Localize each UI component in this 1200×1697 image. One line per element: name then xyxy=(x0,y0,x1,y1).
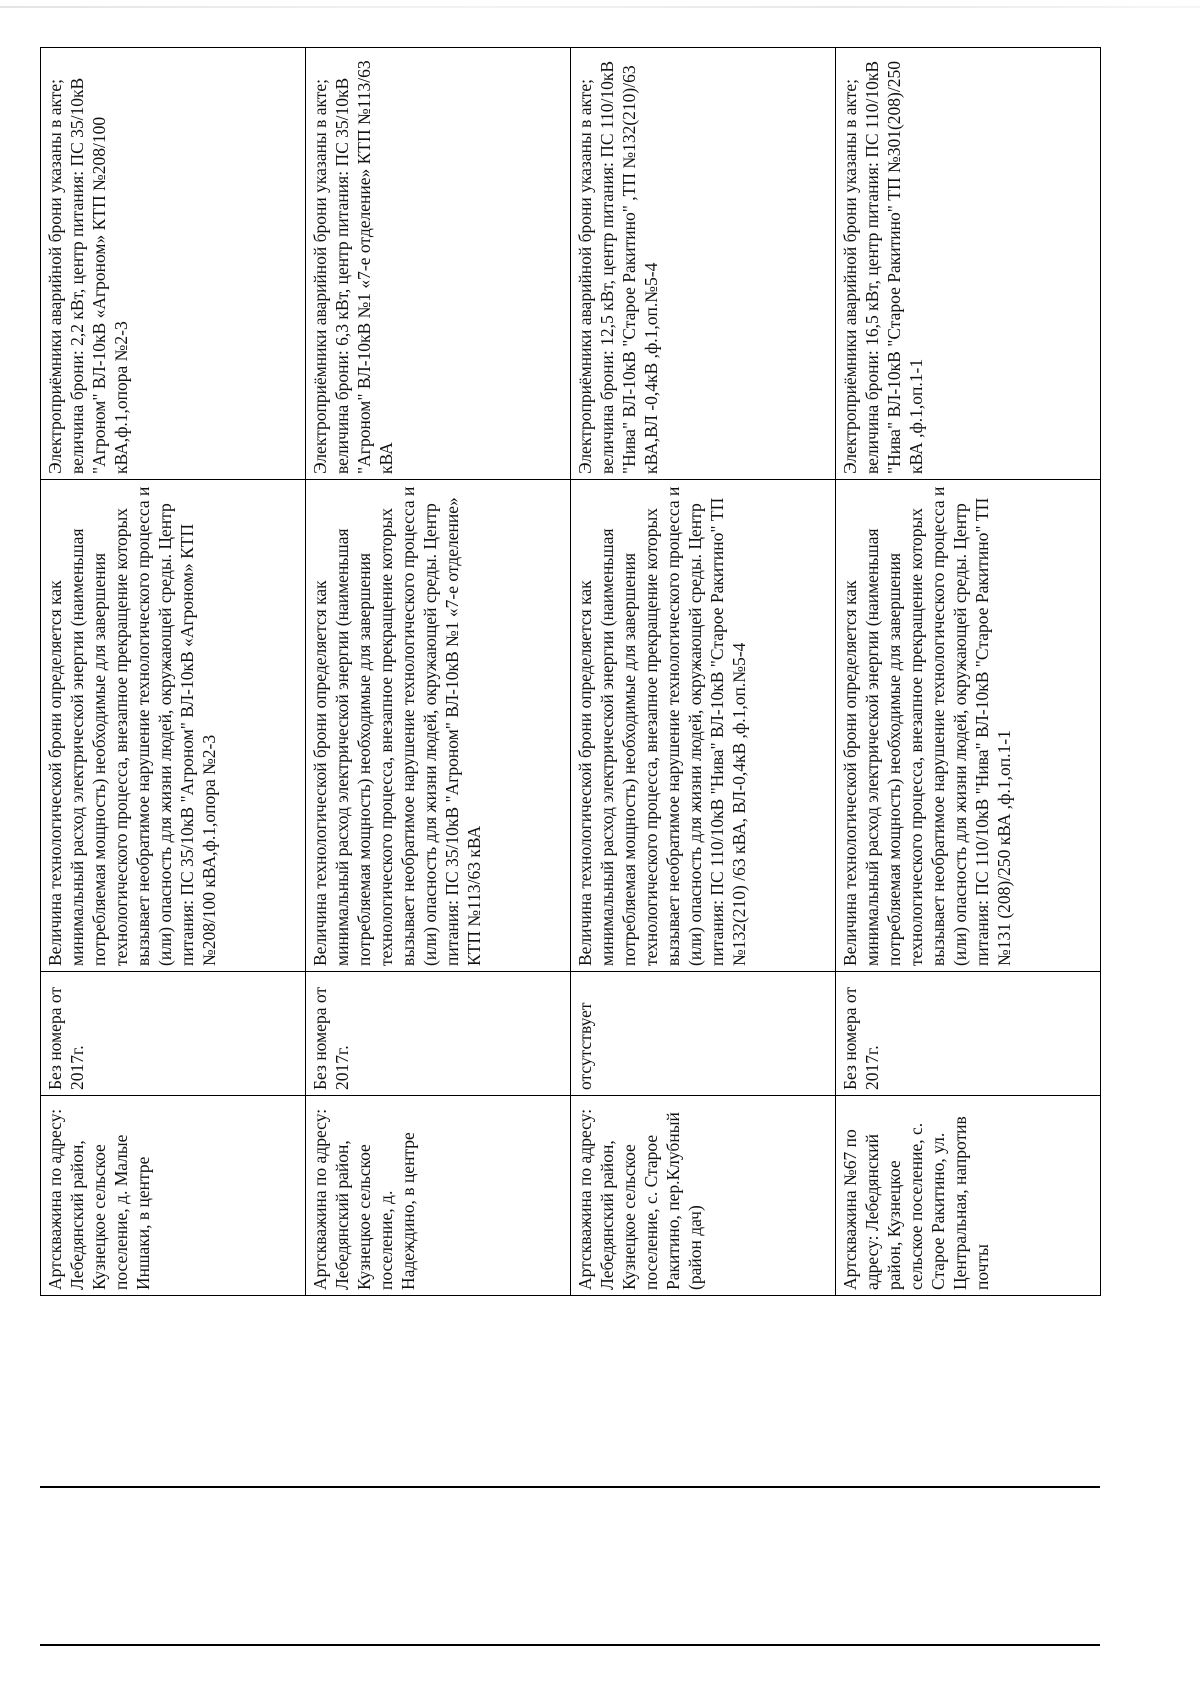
cell-emergency-reserve: Электроприёмники аварийной брони указаны в акте; величина брони: 2,2 кВт, центр питания: ПС 35/10кВ "Агроном" ВЛ-10кВ «Агроном» КТП №208/100 кВА,ф.1,опора №2-3 xyxy=(41,48,306,480)
cell-act: Без номера от 2017г. xyxy=(836,972,1101,1096)
cell-tech-reserve: Величина технологической брони определяется как минимальный расход электрической энергии (наименьшая потребляемая мощность) необходимые для завершения технологического процесса, внезапное прекращение которых вызывает необратимое нарушение технологического процесса и (или) опасность для жизни людей, окружающей среды. Центр питания: ПС 110/10кВ "Нива" ВЛ-10кВ "Старое Ракитино" ТП №132(210) /63 кВА, ВЛ-0,4кВ ,ф.1,оп.№5-4 xyxy=(571,480,836,972)
divider-line xyxy=(40,1486,1100,1488)
cell-emergency-reserve: Электроприёмники аварийной брони указаны в акте; величина брони: 16,5 кВт, центр питания: ПС 110/10кВ "Нива" ВЛ-10кВ "Старое Ракитино" ТП №301(208)/250 кВА ,ф.1,оп.1-1 xyxy=(836,48,1101,480)
cell-object: Артскважина по адресу: Лебедянский район, Кузнецкое сельское поселение, с. Старое Ракитино, пер.Клубный (район дач) xyxy=(571,1096,836,1296)
table-row xyxy=(41,48,306,1296)
reserve-table xyxy=(40,47,1101,1296)
cell-object: Артскважина по адресу: Лебедянский район, Кузнецкое сельское поселение, д. Надеждино, в центре xyxy=(306,1096,571,1296)
cell-tech-reserve: Величина технологической брони определяется как минимальный расход электрической энергии (наименьшая потребляемая мощность) необходимые для завершения технологического процесса, внезапное прекращение которых вызывает необратимое нарушение технологического процесса и (или) опасность для жизни людей, окружающей среды. Центр питания: ПС 35/10кВ "Агроном" ВЛ-10кВ №1 «7-е отделение» КТП №113/63 кВА xyxy=(306,480,571,972)
scan-edge xyxy=(0,6,1200,8)
cell-act: Без номера от 2017г. xyxy=(41,972,306,1096)
table-row xyxy=(306,48,571,1296)
cell-act: отсутствует xyxy=(571,972,836,1096)
cell-tech-reserve: Величина технологической брони определяется как минимальный расход электрической энергии (наименьшая потребляемая мощность) необходимые для завершения технологического процесса, внезапное прекращение которых вызывает необратимое нарушение технологического процесса и (или) опасность для жизни людей, окружающей среды. Центр питания: ПС 35/10кВ "Агроном" ВЛ-10кВ «Агроном» КТП №208/100 кВА,ф.1,опора №2-3 xyxy=(41,480,306,972)
rotated-table-region xyxy=(40,48,1100,1296)
cell-tech-reserve: Величина технологической брони определяется как минимальный расход электрической энергии (наименьшая потребляемая мощность) необходимые для завершения технологического процесса, внезапное прекращение которых вызывает необратимое нарушение технологического процесса и (или) опасность для жизни людей, окружающей среды. Центр питания: ПС 110/10кВ "Нива" ВЛ-10кВ "Старое Ракитино" ТП №131 (208)/250 кВА ,ф.1,оп.1-1 xyxy=(836,480,1101,972)
cell-emergency-reserve: Электроприёмники аварийной брони указаны в акте; величина брони: 12,5 кВт, центр питания: ПС 110/10кВ "Нива" ВЛ-10кВ "Старое Ракитино" ,ТП №132(210)/63 кВА,ВЛ -0,4кВ ,ф.1,оп.№5-4 xyxy=(571,48,836,480)
table-row xyxy=(571,48,836,1296)
cell-act: Без номера от 2017г. xyxy=(306,972,571,1096)
rotated-page-content xyxy=(40,48,1100,1296)
cell-emergency-reserve: Электроприёмники аварийной брони указаны в акте; величина брони: 6,3 кВт, центр питания: ПС 35/10кВ "Агроном" ВЛ-10кВ №1 «7-е отделение» КТП №113/63 кВА xyxy=(306,48,571,480)
table-row xyxy=(836,48,1101,1296)
cell-object: Артскважина по адресу: Лебедянский район, Кузнецкое сельское поселение, д. Малые Иншаки, в центре xyxy=(41,1096,306,1296)
cell-object: Артскважина №67 по адресу: Лебедянский район, Кузнецкое сельское поселение, с. Старое Ракитино, ул. Центральная, напротив почты xyxy=(836,1096,1101,1296)
divider-line xyxy=(40,1644,1100,1646)
